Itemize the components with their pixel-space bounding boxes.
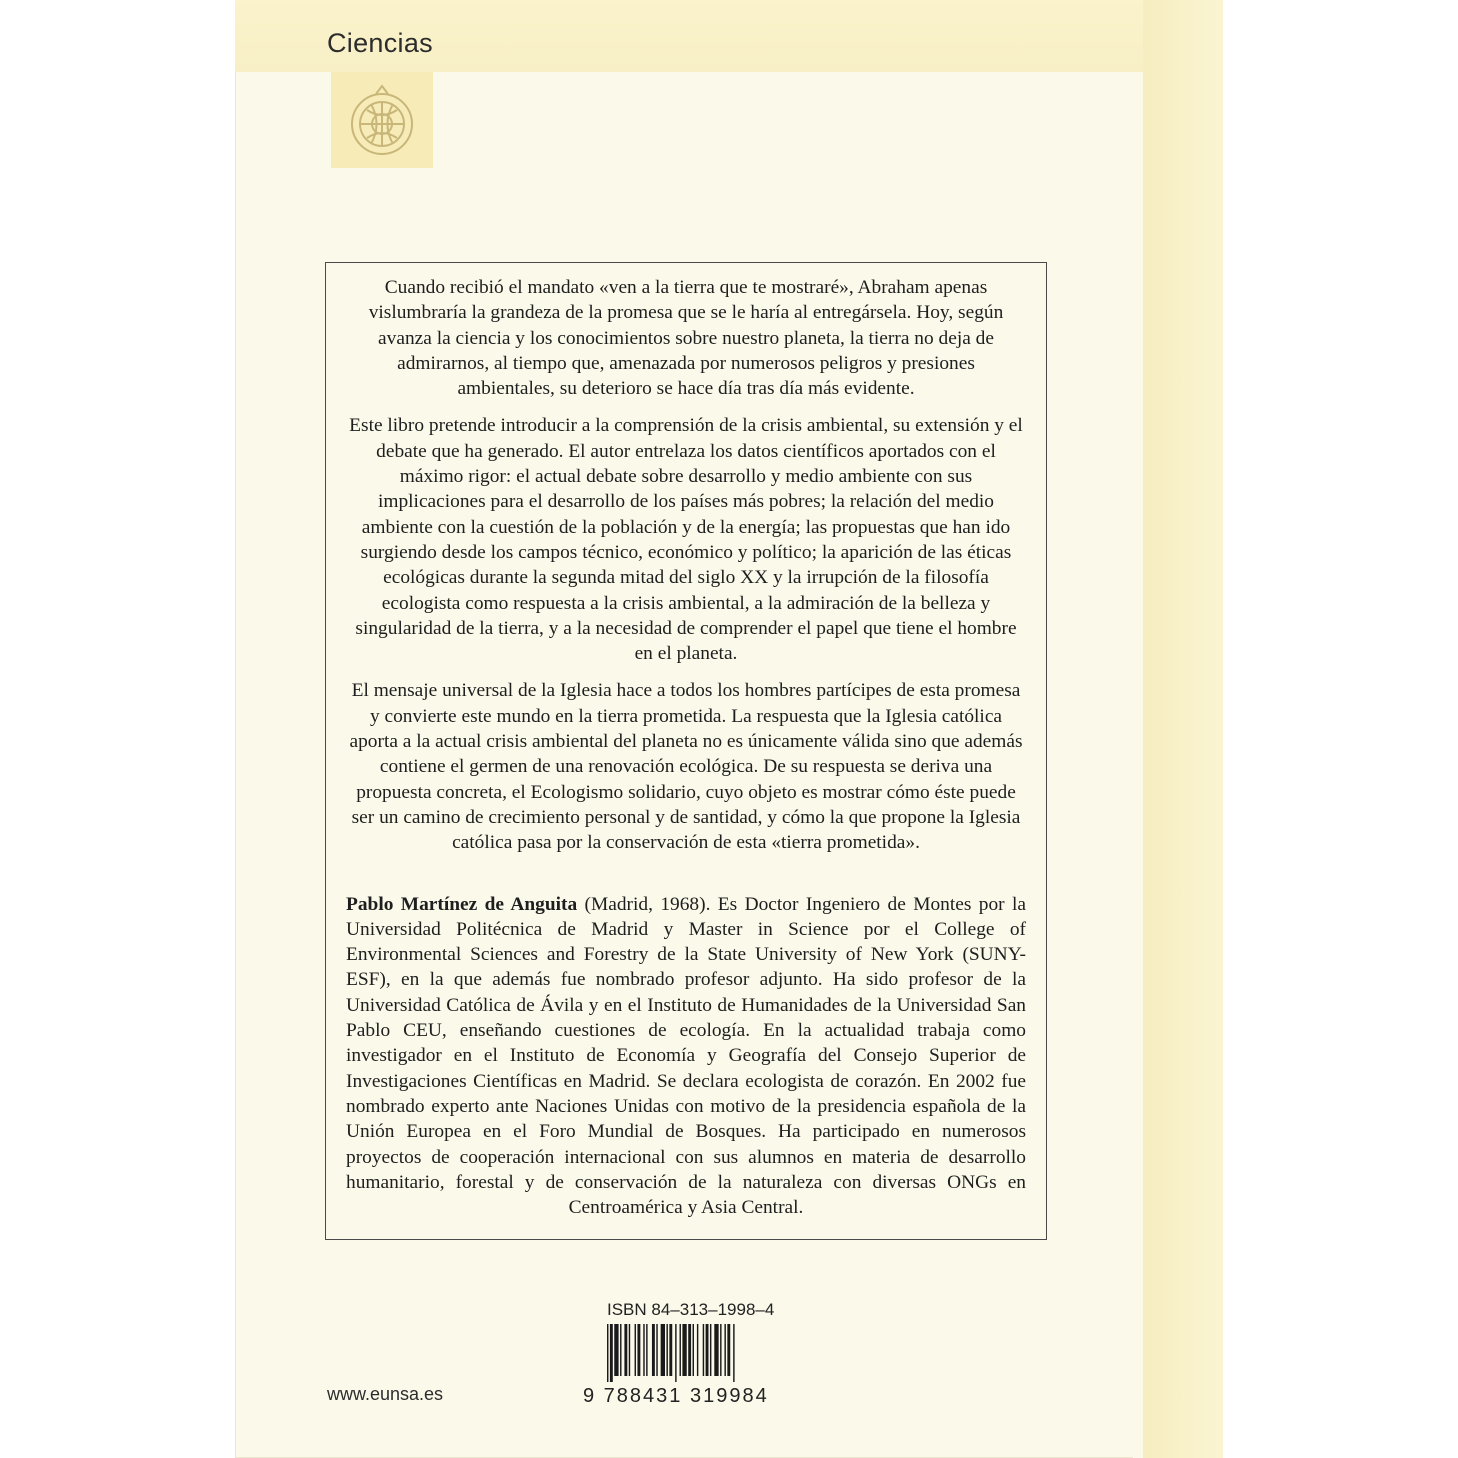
barcode-bar (675, 1324, 676, 1382)
barcode-bar (643, 1324, 644, 1376)
barcode-bar (666, 1324, 667, 1376)
barcode-bar (682, 1324, 686, 1376)
barcode-bar (680, 1324, 681, 1376)
isbn-label: ISBN 84–313–1998–4 (607, 1300, 775, 1319)
barcode-bar (710, 1324, 711, 1376)
barcode-bar (652, 1324, 655, 1376)
barcode-bar (635, 1324, 636, 1376)
barcode-bar (624, 1324, 627, 1376)
barcode-bar (637, 1324, 640, 1376)
author-bio (346, 892, 1026, 1221)
spine-divider (1133, 72, 1143, 1458)
blurb-paragraph: Este libro pretende introducir a la comprensión de la crisis ambiental, su extensión y el debate que ha generado. El autor entrelaza los datos científicos aportados con el máximo rigor: el actual debate sobre desarrollo y medio ambiente con sus implicaciones para el desarrollo de los países más pobres; la relación del medio ambiente con la cuestión de la población y de la energía; las propuestas que han ido surgiendo desde los campos técnico, económico y político; la aparición de las éticas ecológicas durante la segunda mitad del siglo XX y la irrupción de la filosofía ecologista como respuesta a la crisis ambiental, a la admiración de la belleza y singularidad de la tierra, y a la necesidad de comprender el papel que tiene el hombre en el planeta. (349, 415, 1023, 665)
barcode-bar (669, 1324, 672, 1376)
barcode-bar (607, 1324, 608, 1382)
barcode-bar (646, 1324, 647, 1376)
barcode-bar (688, 1324, 691, 1376)
author-bio-text: (Madrid, 1968). Es Doctor Ingeniero de Montes por la Universidad Politécnica de Madrid y Master in Science por el College of Environmental Sciences and Forestry de la State University of New York (SUNY-ESF), en la que además fue nombrado profesor adjunto. Ha sido profesor de la Universidad Católica de Ávila y en el Instituto de Humanidades de la Universidad San Pablo CEU, enseñando cuestiones de ecología. En la actualidad trabaja como investigador en el Instituto de Economía y Geografía del Consejo Superior de Investigaciones Científicas en Madrid. Se declara ecologista de corazón. En 2002 fue nombrado experto ante Naciones Unidas con motivo de la presidencia española de la Unión Europea en el Foro Mundial de Bosques. Ha participado en numerosos proyectos de cooperación internacional con sus alumnos en materia de desarrollo humanitario, forestal y de conservación de la naturaleza con diversas ONGs en Centroamérica y Asia Central. (346, 893, 1026, 1219)
barcode-bar (697, 1324, 698, 1376)
barcode (607, 1324, 807, 1382)
barcode-bar (620, 1324, 621, 1376)
astrolabe-icon (343, 80, 421, 160)
blurb-paragraph: El mensaje universal de la Iglesia hace a todos los hombres partícipes de esta promesa y convierte este mundo en la tierra prometida. La respuesta que la Iglesia católica aporta a la actual crisis ambiental del planeta no es únicamente válida sino que además contiene el germen de una renovación ecológica. De su respuesta se deriva una propuesta concreta, el Ecologismo solidario, cuyo objeto es mostrar cómo éste puede ser un camino de crecimiento personal y de santidad, y cómo la que propone la Iglesia católica pasa por la conservación de esta «tierra prometida». (349, 680, 1023, 854)
barcode-bar (714, 1324, 718, 1376)
barcode-bar (727, 1324, 730, 1376)
book-back-cover (235, 0, 1223, 1458)
blurb-frame (325, 262, 1047, 1240)
spine-band (1143, 0, 1223, 1458)
emblem-panel (331, 72, 433, 168)
barcode-bar (733, 1324, 734, 1382)
blurb-paragraph: Cuando recibió el mandato «ven a la tierra que te mostraré», Abraham apenas vislumbraría la grandeza de la promesa que se le haría al entregársela. Hoy, según avanza la ciencia y los conocimientos sobre nuestro planeta, la tierra no deja de admirarnos, al tiempo que, amenazada por numerosos peligros y presiones ambientales, su deterioro se hace día tras día más evidente. (368, 277, 1004, 400)
barcode-bar (720, 1324, 721, 1376)
barcode-number: 9 788431 319984 (583, 1385, 769, 1407)
publisher-website[interactable]: www.eunsa.es (327, 1384, 444, 1404)
barcode-bar (656, 1324, 657, 1376)
series-title: Ciencias (327, 28, 433, 58)
barcode-bar (706, 1324, 709, 1376)
barcode-bar (629, 1324, 630, 1376)
barcode-bar (661, 1324, 665, 1376)
barcode-bar (693, 1324, 694, 1376)
barcode-bar (614, 1324, 618, 1376)
barcode-bar (724, 1324, 725, 1376)
barcode-bar (610, 1324, 613, 1382)
author-name: Pablo Martínez de Anguita (346, 893, 578, 915)
barcode-bar (703, 1324, 704, 1376)
